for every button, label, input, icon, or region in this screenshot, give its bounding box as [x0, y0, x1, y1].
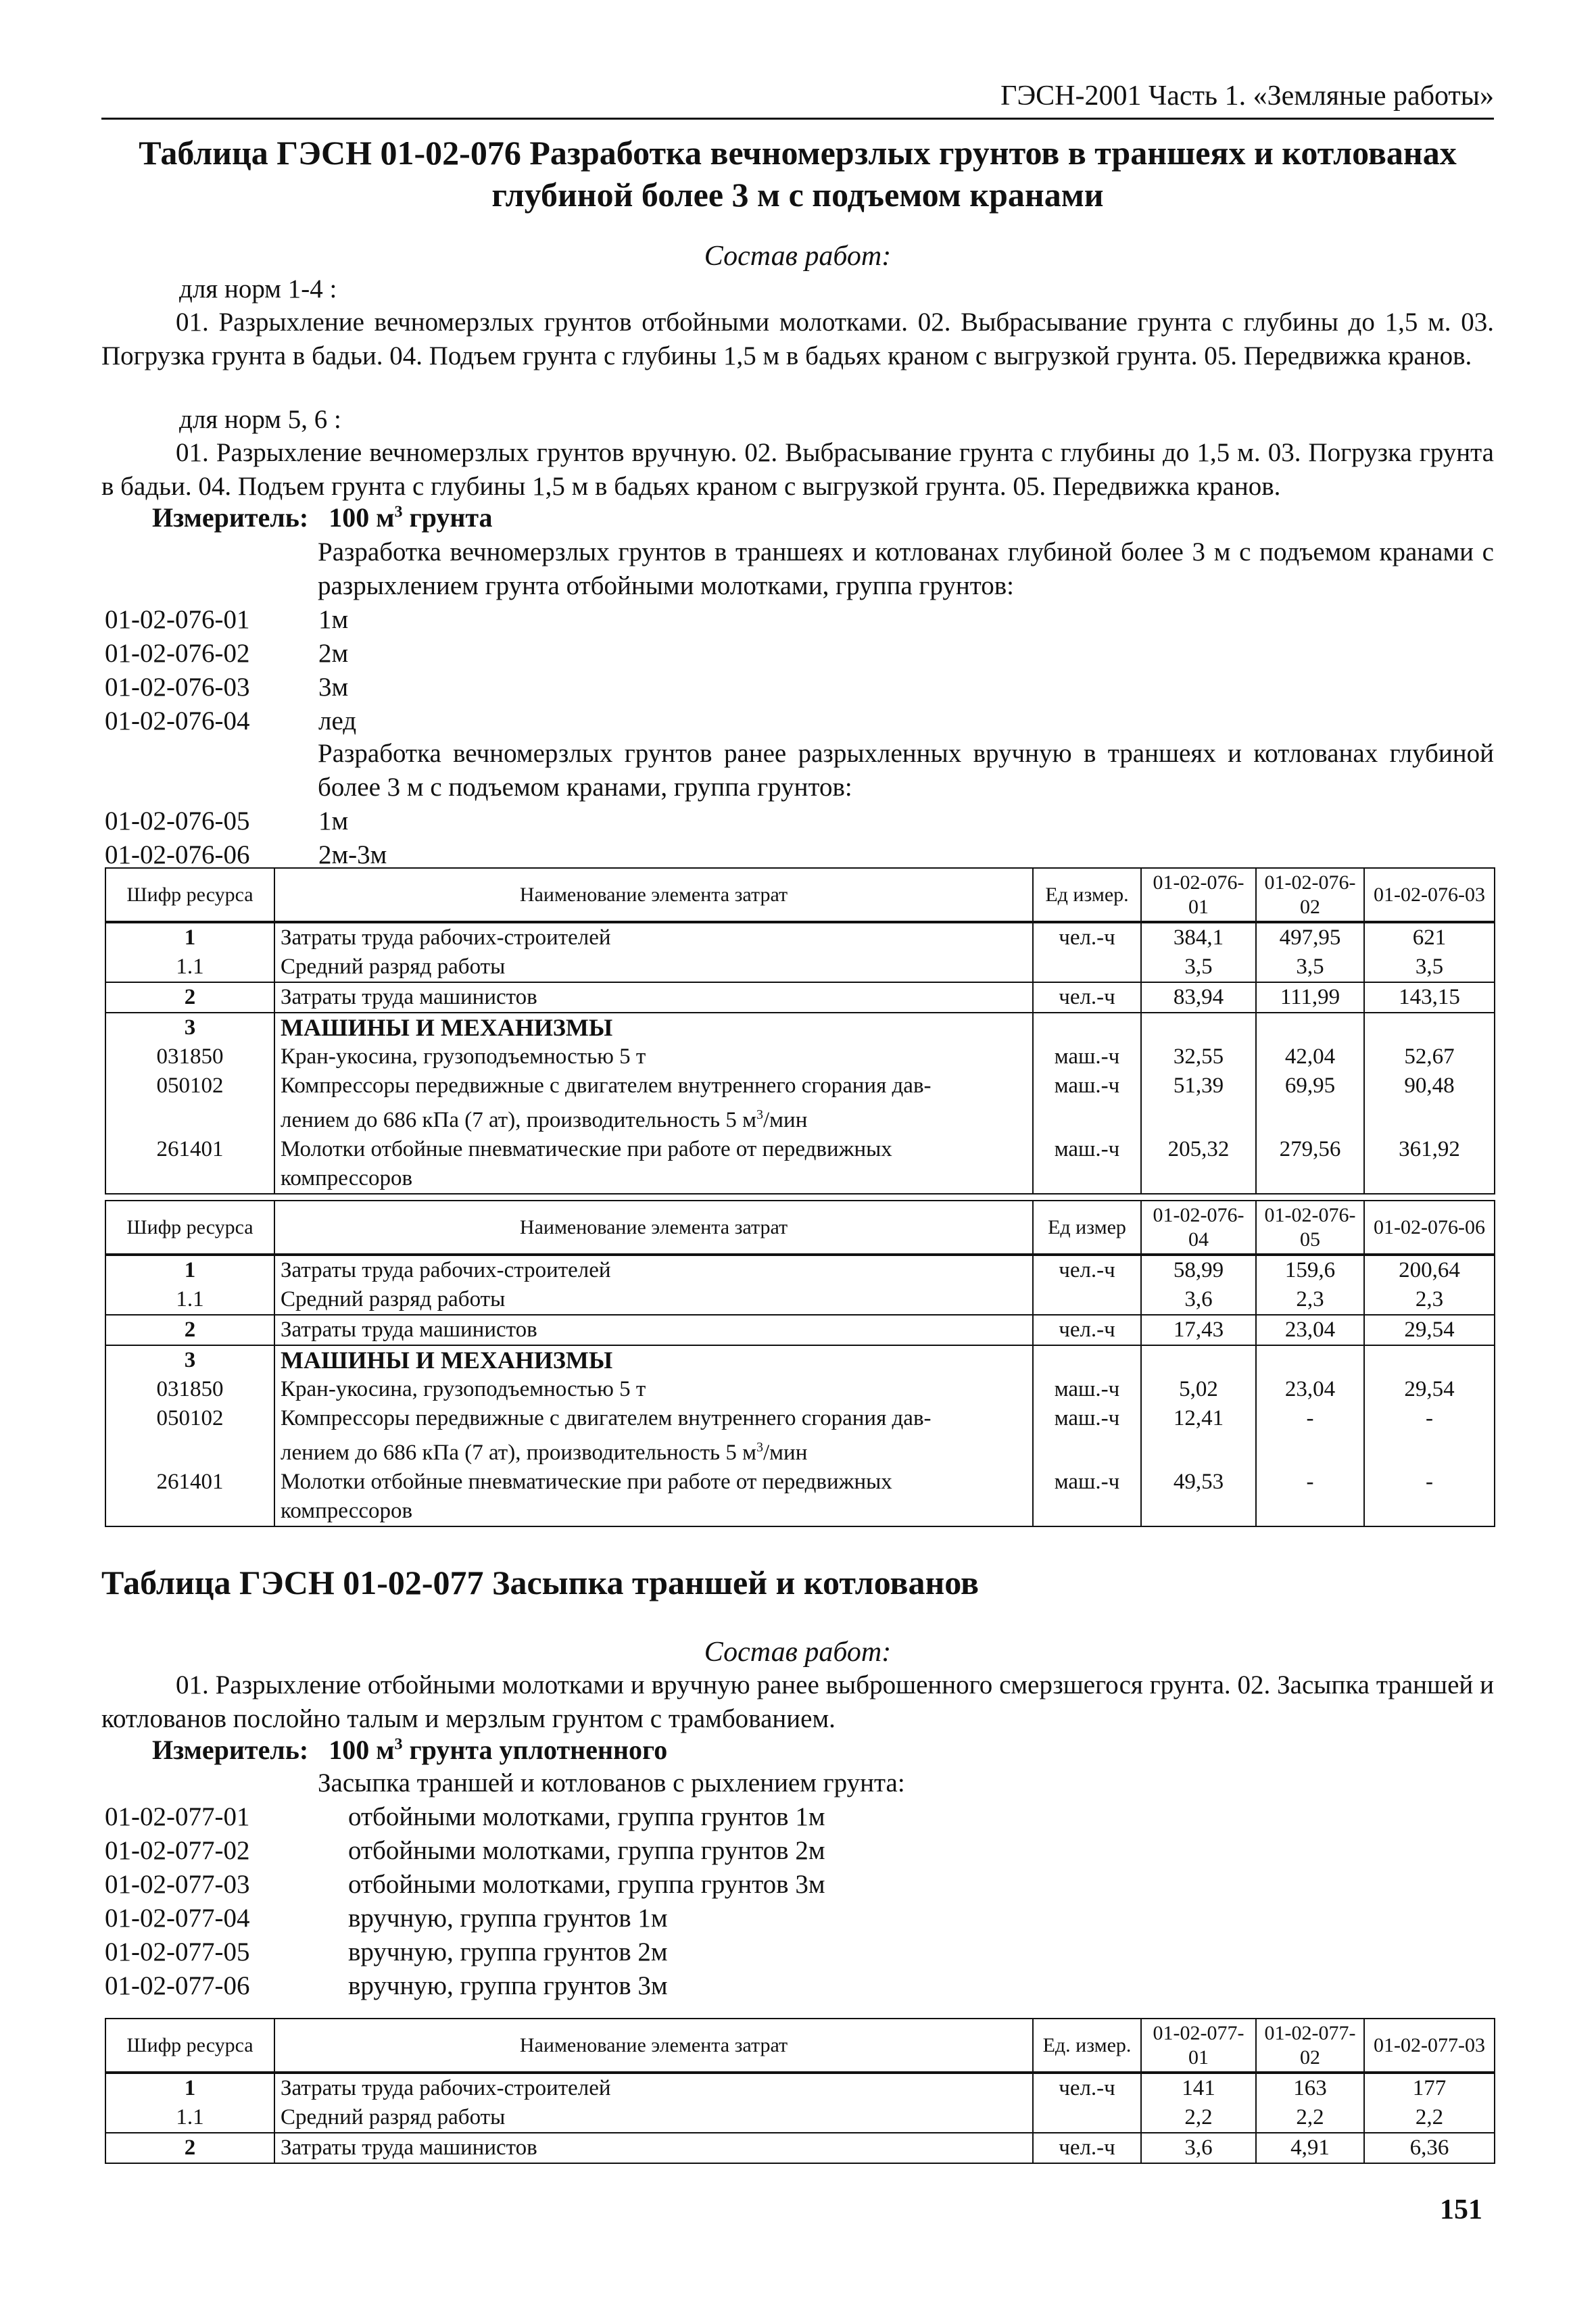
code-row: 01-02-076-03 3м	[105, 673, 349, 702]
meter-value: 100 м	[329, 502, 395, 533]
norms-5-6-label: для норм 5, 6 :	[179, 405, 341, 434]
code-row: 01-02-077-01 отбойными молотками, группа грунтов 1м	[105, 1802, 825, 1831]
table-row: 1 Затраты труда рабочих-строителей чел.-ч 384,1 497,95 621	[105, 922, 1495, 952]
header-unit: Ед измер.	[1033, 868, 1141, 922]
table-row: 1.1 Средний разряд работы 3,5 3,5 3,5	[105, 952, 1495, 982]
table-row: 261401 Молотки отбойные пневматические при работе от передвижных компрессоров маш.-ч 205,32 279,56 361,92	[105, 1135, 1495, 1194]
table-076-title-line1: Таблица ГЭСН 01-02-076 Разработка вечномерзлых грунтов в траншеях и котлованах	[139, 134, 1457, 172]
header-col: 01-02-076-03	[1364, 868, 1495, 922]
header-col: 01-02-077-03	[1364, 2019, 1495, 2073]
group-077-description: Засыпка траншей и котлованов с рыхлением грунта:	[318, 1768, 905, 1798]
table-row: 2 Затраты труда машинистов чел.-ч 83,94 111,99 143,15	[105, 982, 1495, 1013]
table-row: 1.1 Средний разряд работы 3,6 2,3 2,3	[105, 1285, 1495, 1315]
meter-label: Измеритель:	[152, 502, 309, 533]
meter-unit: грунта уплотненного	[409, 1735, 668, 1765]
group1-code-list	[105, 603, 356, 738]
table-row: 2 Затраты труда машинистов чел.-ч 3,6 4,91 6,36	[105, 2133, 1495, 2163]
code-row: 01-02-077-06 вручную, группа грунтов 3м	[105, 1971, 668, 2000]
meter-sup: 3	[394, 1735, 403, 1754]
code-row: 01-02-077-05 вручную, группа грунтов 2м	[105, 1937, 668, 1967]
table-row: 050102 Компрессоры передвижные с двигателем внутреннего сгорания дав- лением до 686 кПа (7 ат), производительность 5 $м^3$/мин маш.-ч 51,39 69,95 90,48	[105, 1071, 1495, 1135]
norms-5-6-text: 01. Разрыхление вечномерзлых грунтов вручную. 02. Выбрасывание грунта с глубины до 1,5 м. 03. Погрузка грунта в бадьи. 04. Подъем грунта с глубины 1,5 м в бадьях краном с выгрузкой грунта. 05. Передвижка кранов.	[101, 438, 1494, 501]
composition-text-077: 01. Разрыхление отбойными молотками и вручную ранее выброшенного смерзшегося грунта. 02. Засыпка траншей и котлованов послойно талым и мерзлым грунтом с трамбованием.	[101, 1670, 1494, 1733]
meter-077	[152, 1734, 667, 1766]
norms-1-4-label: для норм 1-4 :	[179, 274, 337, 304]
table-076-title-line2: глубиной более 3 м с подъемом кранами	[491, 176, 1104, 214]
meter-label: Измеритель:	[152, 1735, 309, 1765]
table-row: 3 МАШИНЫ И МЕХАНИЗМЫ	[105, 1013, 1495, 1042]
table-row: 031850 Кран-укосина, грузоподъемностью 5 т маш.-ч 32,55 42,04 52,67	[105, 1042, 1495, 1071]
header-col: 01-02-076-06	[1364, 1201, 1495, 1255]
resource-table-1	[105, 867, 1495, 1195]
composition-heading-076: Состав работ:	[704, 241, 892, 272]
table-row: 2 Затраты труда машинистов чел.-ч 17,43 23,04 29,54	[105, 1315, 1495, 1345]
table-row: 1 Затраты труда рабочих-строителей чел.-ч 141 163 177	[105, 2073, 1495, 2103]
running-header: ГЭСН-2001 Часть 1. «Земляные работы»	[101, 80, 1494, 120]
header-col: 01-02-077-02	[1256, 2019, 1364, 2073]
code-row: 01-02-076-06 2м-3м	[105, 840, 387, 869]
resource-table-2	[105, 1200, 1495, 1527]
code-row: 01-02-076-04 лед	[105, 706, 357, 735]
group1-description: Разработка вечномерзлых грунтов в траншеях и котлованах глубиной более 3 м с подъемом кранами с разрыхлением грунта отбойными молотками, группа грунтов:	[318, 537, 1494, 600]
meter-sup: 3	[394, 503, 403, 521]
table-077-title: Таблица ГЭСН 01-02-077 Засыпка траншей и котлованов	[101, 1564, 980, 1601]
code-row: 01-02-077-03 отбойными молотками, группа грунтов 3м	[105, 1870, 825, 1899]
resource-table-3	[105, 2018, 1495, 2164]
group-077-code-list	[105, 1800, 825, 2003]
table-row: 050102 Компрессоры передвижные с двигателем внутреннего сгорания дав- лением до 686 кПа (7 ат), производительность 5 $м^3$/мин маш.-ч 12,41 - -	[105, 1404, 1495, 1468]
page-number: 151	[1440, 2194, 1482, 2225]
header-col: 01-02-076-02	[1256, 868, 1364, 922]
header-unit: Ед измер	[1033, 1201, 1141, 1255]
composition-heading-077: Состав работ:	[704, 1637, 892, 1668]
table-row: 031850 Кран-укосина, грузоподъемностью 5 т маш.-ч 5,02 23,04 29,54	[105, 1375, 1495, 1404]
meter-value: 100 м	[329, 1735, 395, 1765]
table-row: 261401 Молотки отбойные пневматические при работе от передвижных компрессоров маш.-ч 49,53 - -	[105, 1468, 1495, 1526]
header-col: 01-02-076-04	[1141, 1201, 1256, 1255]
header-col: 01-02-077-01	[1141, 2019, 1256, 2073]
header-name: Наименование элемента затрат	[274, 868, 1033, 922]
header-unit: Ед. измер.	[1033, 2019, 1141, 2073]
header-name: Наименование элемента затрат	[274, 2019, 1033, 2073]
norms-1-4-text: 01. Разрыхление вечномерзлых грунтов отбойными молотками. 02. Выбрасывание грунта с глубины до 1,5 м. 03. Погрузка грунта в бадьи. 04. Подъем грунта с глубины 1,5 м в бадьях краном с выгрузкой грунта. 05. Передвижка кранов.	[101, 308, 1494, 370]
header-col: 01-02-076-01	[1141, 868, 1256, 922]
code-row: 01-02-076-01 1м	[105, 605, 349, 634]
header-code: Шифр ресурса	[105, 868, 274, 922]
group2-code-list	[105, 804, 387, 872]
header-code: Шифр ресурса	[105, 1201, 274, 1255]
header-col: 01-02-076-05	[1256, 1201, 1364, 1255]
table-row: 1.1 Средний разряд работы 2,2 2,2 2,2	[105, 2103, 1495, 2133]
code-row: 01-02-077-04 вручную, группа грунтов 1м	[105, 1904, 668, 1933]
code-row: 01-02-076-02 2м	[105, 639, 349, 668]
table-row: 1 Затраты труда рабочих-строителей чел.-ч 58,99 159,6 200,64	[105, 1255, 1495, 1285]
code-row: 01-02-077-02 отбойными молотками, группа грунтов 2м	[105, 1836, 825, 1865]
group2-description: Разработка вечномерзлых грунтов ранее разрыхленных вручную в траншеях и котлованах глубиной более 3 м с подъемом кранами, группа грунтов:	[318, 739, 1494, 802]
table-row: 3 МАШИНЫ И МЕХАНИЗМЫ	[105, 1345, 1495, 1375]
meter-unit: грунта	[409, 502, 493, 533]
table-076-title	[101, 132, 1494, 216]
header-code: Шифр ресурса	[105, 2019, 274, 2073]
header-name: Наименование элемента затрат	[274, 1201, 1033, 1255]
code-row: 01-02-076-05 1м	[105, 806, 349, 836]
meter-076	[152, 502, 493, 533]
